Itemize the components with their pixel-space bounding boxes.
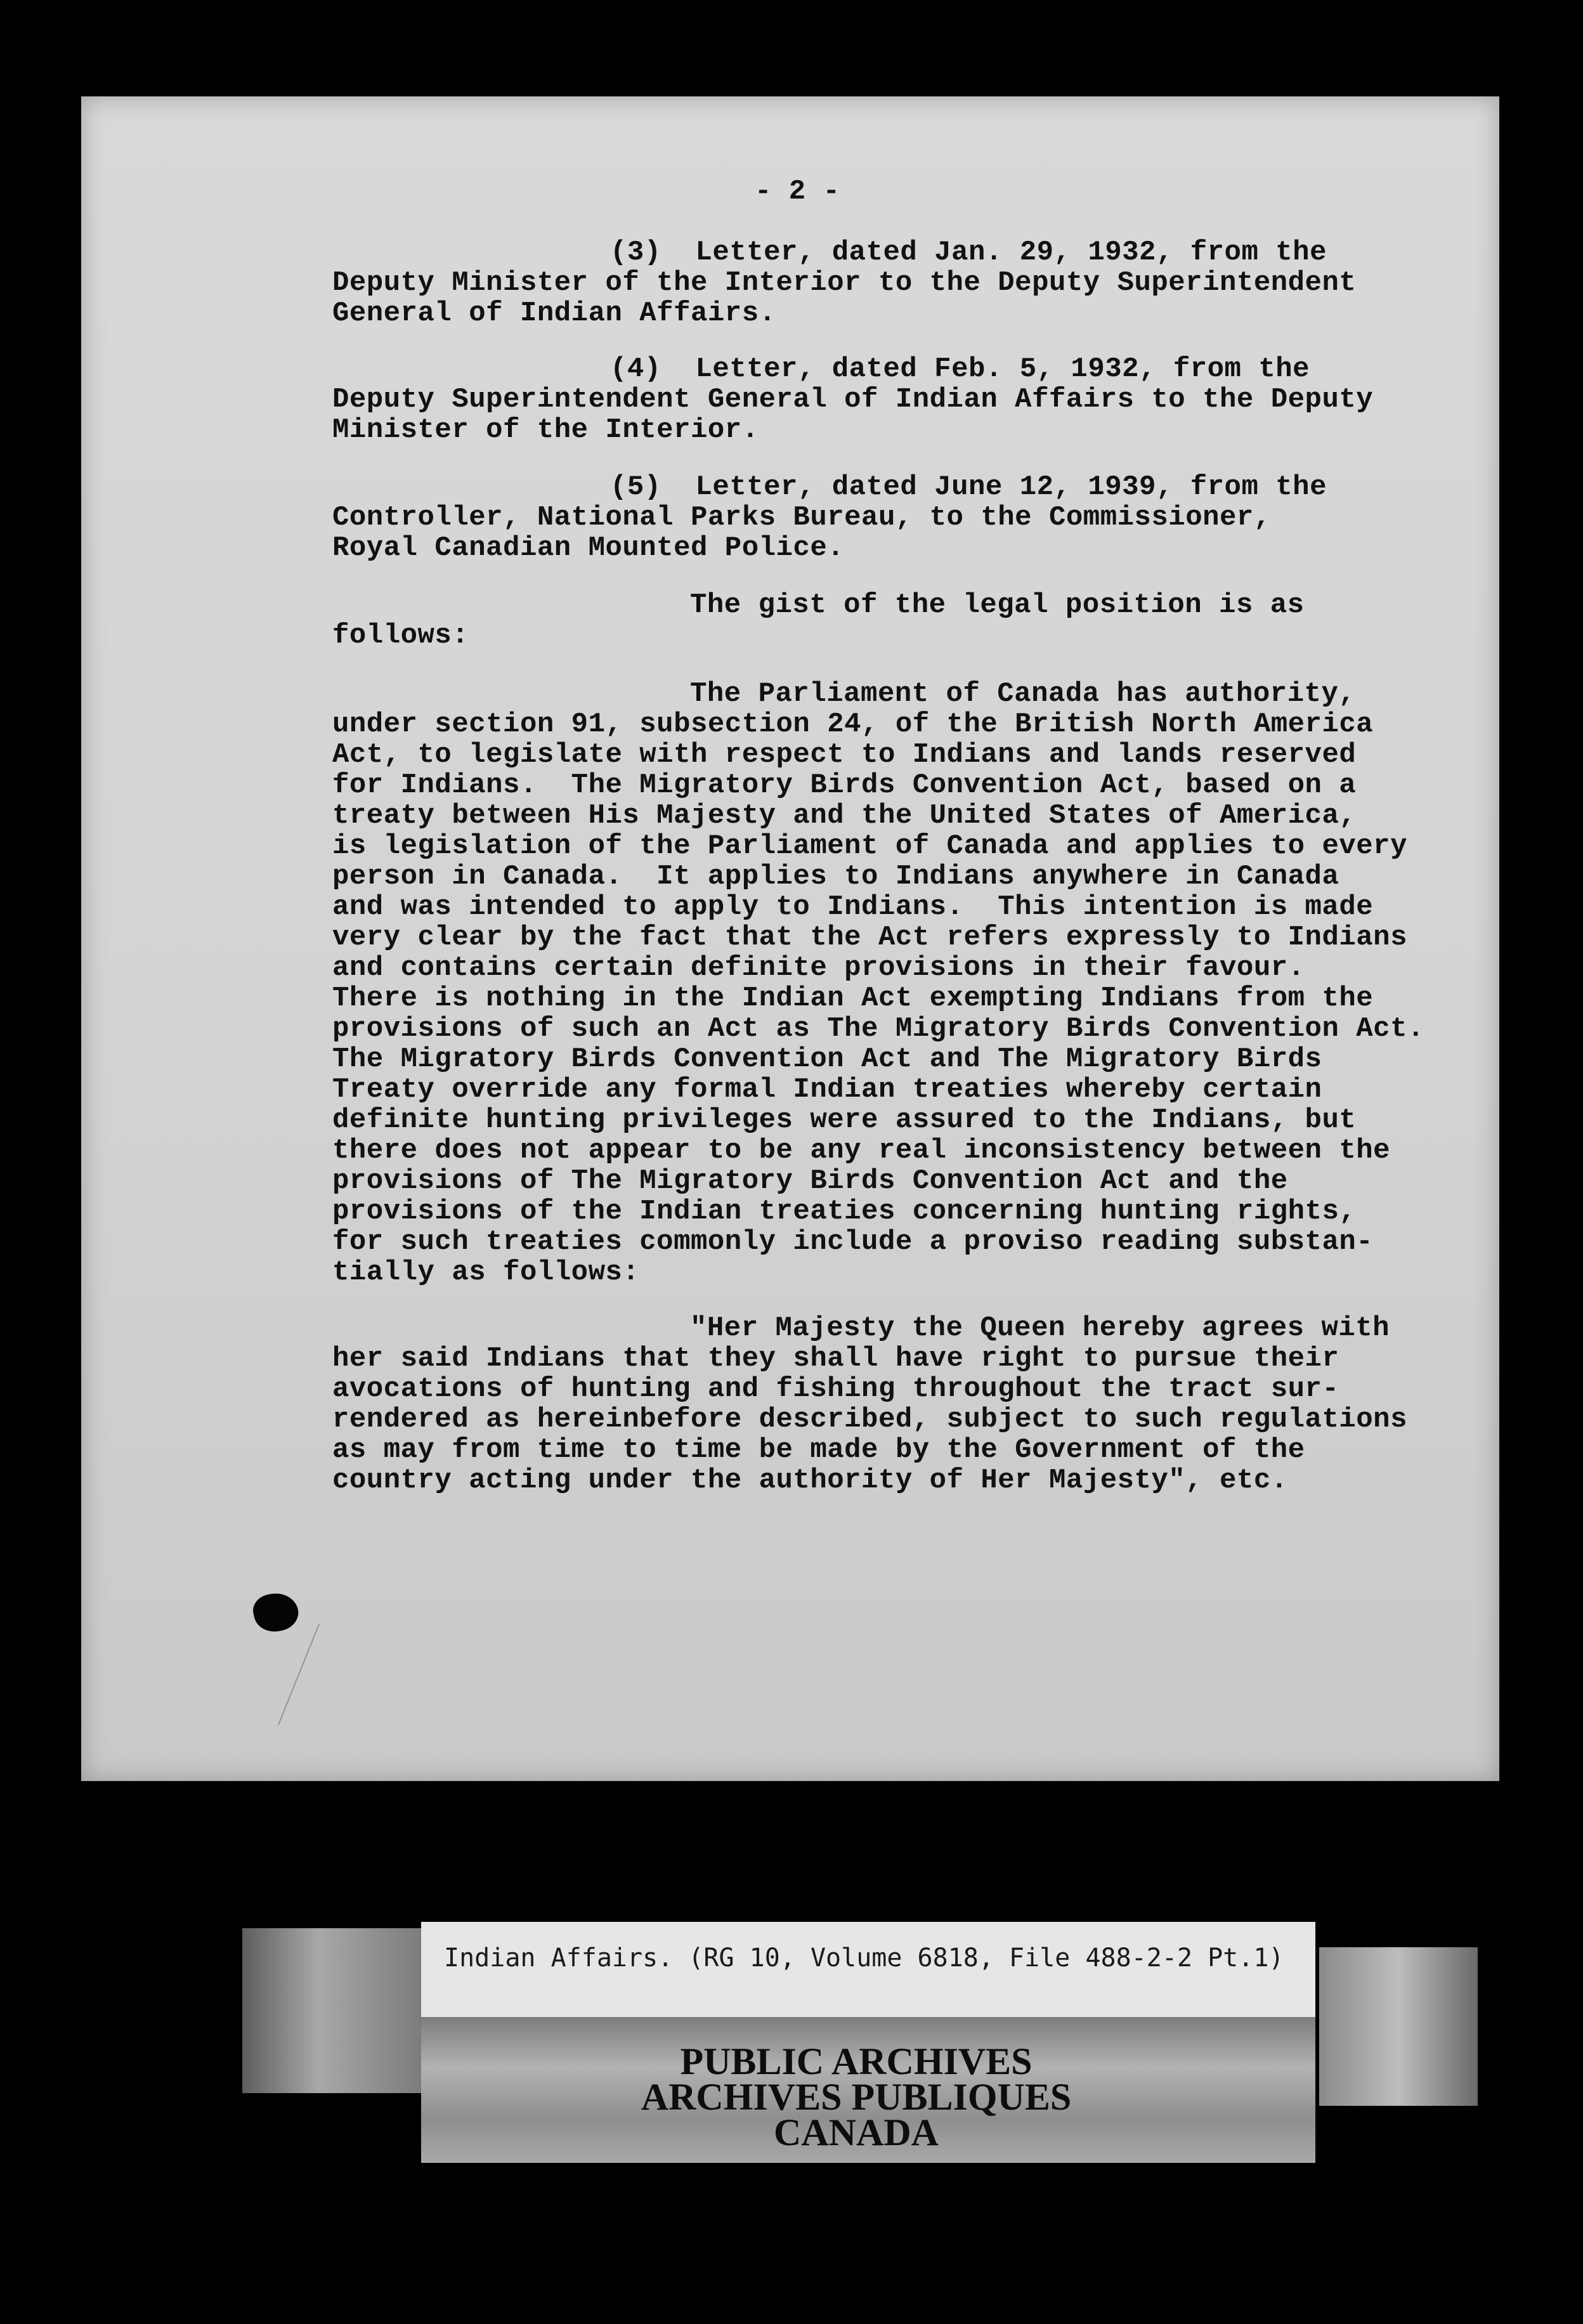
body-line-14: Treaty override any formal Indian treaties whereby certain	[332, 1074, 1322, 1106]
quote-line-5: as may from time to time be made by the Government of the	[332, 1434, 1305, 1466]
item-5-line-1: (5) Letter, dated June 12, 1939, from the	[610, 471, 1327, 503]
quote-line-3: avocations of hunting and fishing throughout the tract sur-	[332, 1373, 1339, 1405]
item-3-line-1: (3) Letter, dated Jan. 29, 1932, from the	[610, 237, 1327, 268]
item-4-line-3: Minister of the Interior.	[332, 414, 759, 446]
quote-line-4: rendered as hereinbefore described, subject to such regulations	[332, 1404, 1407, 1435]
body-line-9: very clear by the fact that the Act refers expressly to Indians	[332, 922, 1407, 953]
item-3-line-3: General of Indian Affairs.	[332, 297, 776, 329]
body-line-12: provisions of such an Act as The Migratory Birds Convention Act.	[332, 1013, 1424, 1045]
body-line-15: definite hunting privileges were assured to the Indians, but	[332, 1104, 1357, 1136]
item-3-line-2: Deputy Minister of the Interior to the Deputy Superintendent	[332, 267, 1357, 299]
body-line-7: person in Canada. It applies to Indians anywhere in Canada	[332, 861, 1339, 892]
stamp-line-3: CANADA	[774, 2112, 939, 2153]
body-line-8: and was intended to apply to Indians. This intention is made	[332, 891, 1374, 923]
item-4-line-2: Deputy Superintendent General of Indian Affairs to the Deputy	[332, 384, 1374, 415]
tape-right	[1319, 1947, 1478, 2106]
body-line-17: provisions of The Migratory Birds Convention Act and the	[332, 1165, 1288, 1197]
body-line-13: The Migratory Birds Convention Act and The Migratory Birds	[332, 1043, 1322, 1075]
body-line-6: is legislation of the Parliament of Canada and applies to every	[332, 830, 1407, 862]
body-line-18: provisions of the Indian treaties concerning hunting rights,	[332, 1196, 1357, 1227]
body-line-19: for such treaties commonly include a proviso reading substan-	[332, 1226, 1374, 1258]
body-line-20: tially as follows:	[332, 1257, 640, 1288]
gist-line-2: follows:	[332, 620, 469, 651]
body-line-3: Act, to legislate with respect to Indians and lands reserved	[332, 739, 1357, 771]
body-line-11: There is nothing in the Indian Act exempting Indians from the	[332, 982, 1374, 1014]
body-line-2: under section 91, subsection 24, of the British North America	[332, 708, 1374, 740]
body-line-5: treaty between His Majesty and the United States of America,	[332, 800, 1357, 832]
archive-reference: Indian Affairs. (RG 10, Volume 6818, File 488-2-2 Pt.1)	[444, 1943, 1284, 1973]
quote-line-6: country acting under the authority of Her Majesty", etc.	[332, 1465, 1288, 1496]
item-5-line-3: Royal Canadian Mounted Police.	[332, 532, 845, 564]
page-number: - 2 -	[755, 176, 840, 207]
body-line-10: and contains certain definite provisions in their favour.	[332, 952, 1305, 984]
body-line-4: for Indians. The Migratory Birds Convention Act, based on a	[332, 769, 1357, 801]
stamp-line-2: ARCHIVES PUBLIQUES	[641, 2076, 1072, 2118]
quote-line-2: her said Indians that they shall have right to pursue their	[332, 1343, 1339, 1374]
item-5-line-2: Controller, National Parks Bureau, to the Commissioner,	[332, 502, 1271, 533]
item-4-line-1: (4) Letter, dated Feb. 5, 1932, from the	[610, 353, 1310, 385]
body-line-1: The Parliament of Canada has authority,	[690, 678, 1356, 710]
body-line-16: there does not appear to be any real inconsistency between the	[332, 1135, 1391, 1166]
archive-stamp	[571, 2040, 1142, 2153]
quote-line-1: "Her Majesty the Queen hereby agrees with	[690, 1312, 1390, 1344]
tape-left	[242, 1928, 433, 2093]
gist-line-1: The gist of the legal position is as	[690, 589, 1305, 621]
stamp-line-1: PUBLIC ARCHIVES	[680, 2040, 1033, 2082]
